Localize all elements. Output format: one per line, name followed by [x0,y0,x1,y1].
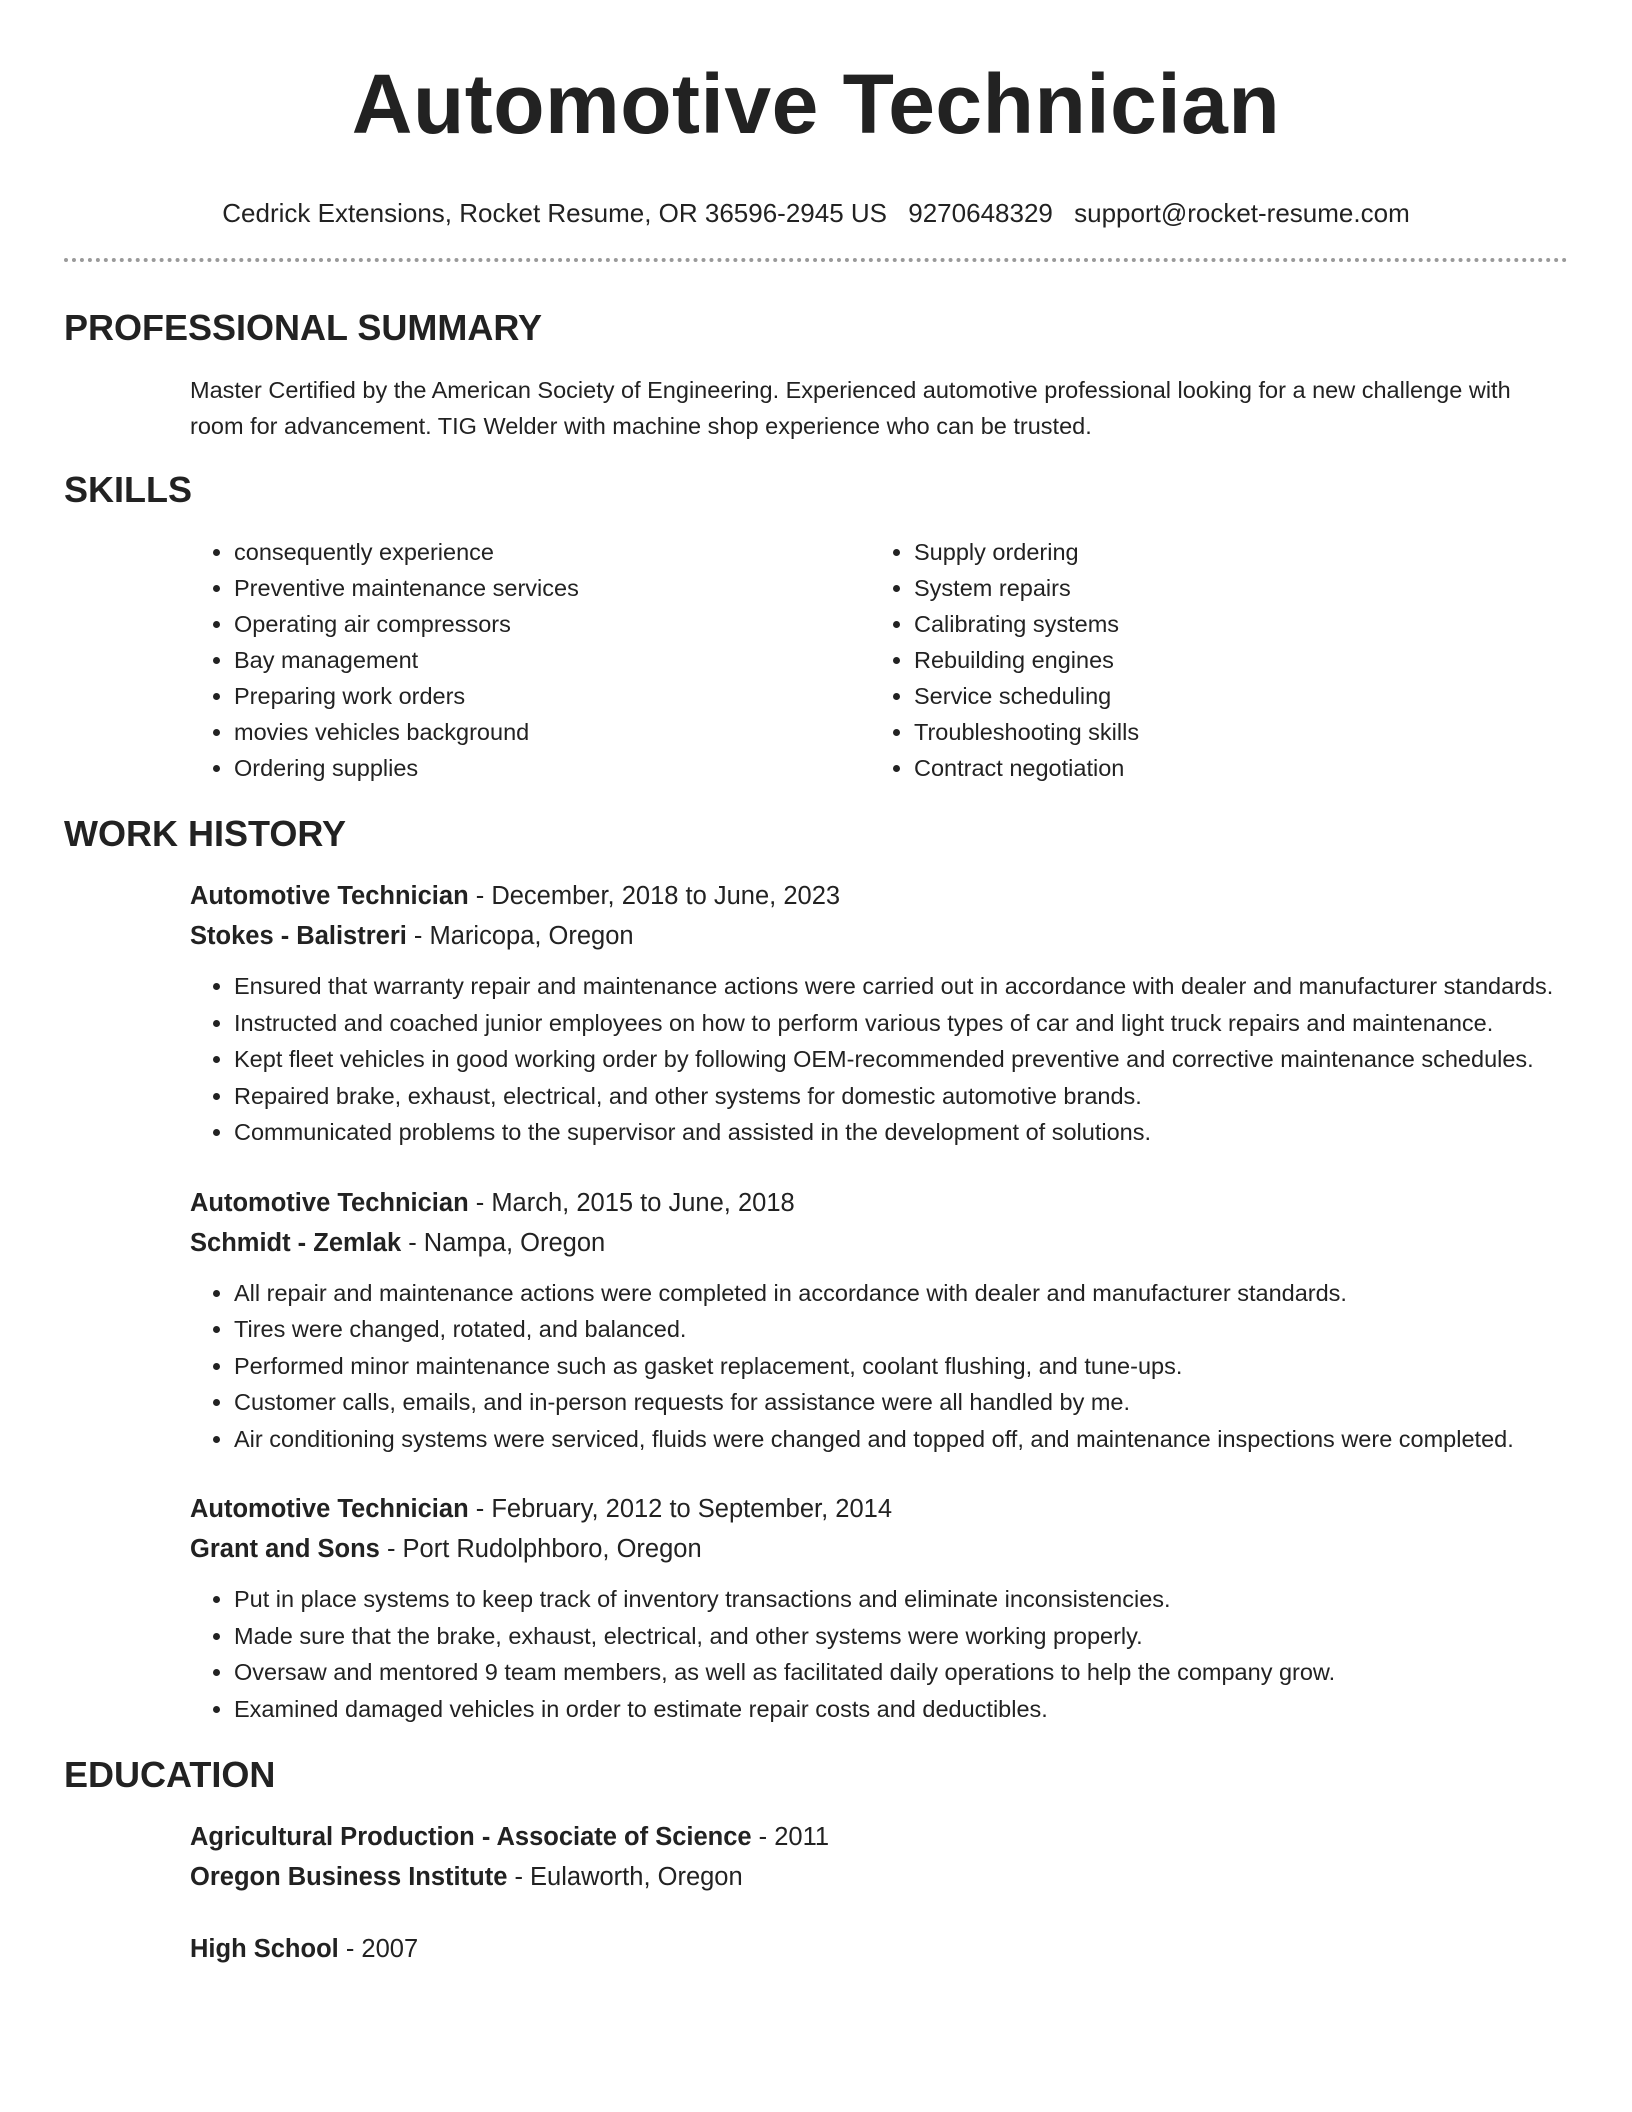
education-degree-line [190,1817,1568,1857]
skills-list-left [190,534,870,786]
job-entry [190,1183,1568,1458]
education-degree: Agricultural Production - Associate of Science [190,1823,752,1851]
job-bullet: • Communicated problems to the supervisor and assisted in the development of solutions. [234,1114,1568,1151]
education-section [0,1753,1632,1969]
job-entry [190,876,1568,1151]
job-bullet: • Air conditioning systems were serviced, fluids were changed and topped off, and maintenance inspections were completed. [234,1421,1568,1458]
section-title-summary: PROFESSIONAL SUMMARY [64,307,543,348]
education-entry [190,1929,1568,1969]
candidate-name: Automotive Technician [351,57,1281,151]
job-company-line [190,1529,1568,1569]
education-year: - 2011 [751,1823,830,1851]
education-year: - 2007 [338,1935,419,1963]
resume-header [0,0,1632,230]
job-title-line [190,876,1568,916]
skill-item: • Preventive maintenance services [234,570,870,606]
job-bullet: • Instructed and coached junior employees on how to perform various types of car and light truck repairs and maintenance. [234,1005,1568,1042]
job-company: Schmidt - Zemlak [190,1228,402,1257]
job-bullets [190,968,1568,1151]
job-dates: - March, 2015 to June, 2018 [468,1188,795,1217]
skill-item: • consequently experience [234,534,870,570]
job-title-line [190,1183,1568,1223]
section-title-education: EDUCATION [64,1754,276,1795]
contact-address: Cedrick Extensions, Rocket Resume, OR 36596-2945 US [222,198,888,228]
education-degree: High School [190,1935,339,1963]
education-school: Oregon Business Institute [190,1863,508,1891]
skill-item: • Contract negotiation [914,750,1139,786]
skill-item: • Preparing work orders [234,678,870,714]
job-bullet: • Made sure that the brake, exhaust, electrical, and other systems were working properly. [234,1618,1568,1655]
job-bullet: • Tires were changed, rotated, and balanced. [234,1311,1568,1348]
summary-section [0,306,1632,444]
skill-item: • Troubleshooting skills [914,714,1139,750]
job-location: - Port Rudolphboro, Oregon [379,1535,702,1563]
section-title-work-history: WORK HISTORY [64,813,347,854]
job-company-line [190,916,1568,956]
skill-item: • Ordering supplies [234,750,870,786]
job-bullet: • Put in place systems to keep track of inventory transactions and eliminate inconsistencies. [234,1581,1568,1618]
skill-item: • System repairs [914,570,1139,606]
skill-item: • movies vehicles background [234,714,870,750]
skill-item: • Rebuilding engines [914,642,1139,678]
job-bullets [190,1581,1568,1727]
contact-phone: 9270648329 [908,198,1053,228]
job-company-line [190,1223,1568,1263]
job-title-line [190,1489,1568,1529]
skills-list-right [870,534,1139,786]
skill-item: • Calibrating systems [914,606,1139,642]
education-school-line [190,1857,1568,1897]
contact-email: support@rocket-resume.com [1074,198,1410,228]
job-role: Automotive Technician [190,1495,469,1523]
skill-item: • Service scheduling [914,678,1139,714]
job-dates: - December, 2018 to June, 2023 [468,882,841,910]
skill-item: • Supply ordering [914,534,1139,570]
job-entry [190,1489,1568,1727]
section-title-skills: SKILLS [64,469,193,510]
job-company: Grant and Sons [190,1535,380,1563]
skills-section [0,468,1632,786]
job-bullet: • Customer calls, emails, and in-person requests for assistance were all handled by me. [234,1384,1568,1421]
job-location: - Nampa, Oregon [401,1228,606,1257]
summary-text: Master Certified by the American Society of Engineering. Experienced automotive professional looking for a new challenge with room for advancement. TIG Welder with machine shop experience who can be trusted. [190,377,1511,439]
header-divider [64,258,1568,262]
skill-item: • Bay management [234,642,870,678]
job-bullet: • Kept fleet vehicles in good working order by following OEM-recommended preventive and corrective maintenance schedules. [234,1041,1568,1078]
job-bullet: • Oversaw and mentored 9 team members, as well as facilitated daily operations to help the company grow. [234,1654,1568,1691]
education-degree-line [190,1929,1568,1969]
education-entry [190,1817,1568,1897]
education-location: - Eulaworth, Oregon [507,1863,743,1891]
skill-item: • Operating air compressors [234,606,870,642]
job-role: Automotive Technician [190,882,469,910]
job-bullet: • Ensured that warranty repair and maintenance actions were carried out in accordance with dealer and manufacturer standards. [234,968,1568,1005]
job-bullet: • Performed minor maintenance such as gasket replacement, coolant flushing, and tune-ups. [234,1348,1568,1385]
work-history-section [0,812,1632,1727]
job-dates: - February, 2012 to September, 2014 [468,1495,893,1523]
contact-line [0,196,1632,230]
job-bullet: • Repaired brake, exhaust, electrical, and other systems for domestic automotive brands. [234,1078,1568,1115]
skills-columns [190,534,1568,786]
job-role: Automotive Technician [190,1188,469,1217]
job-bullets [190,1275,1568,1458]
job-location: - Maricopa, Oregon [406,922,634,950]
job-bullet: • All repair and maintenance actions were completed in accordance with dealer and manufacturer standards. [234,1275,1568,1312]
job-company: Stokes - Balistreri [190,922,407,950]
job-bullet: • Examined damaged vehicles in order to estimate repair costs and deductibles. [234,1691,1568,1728]
